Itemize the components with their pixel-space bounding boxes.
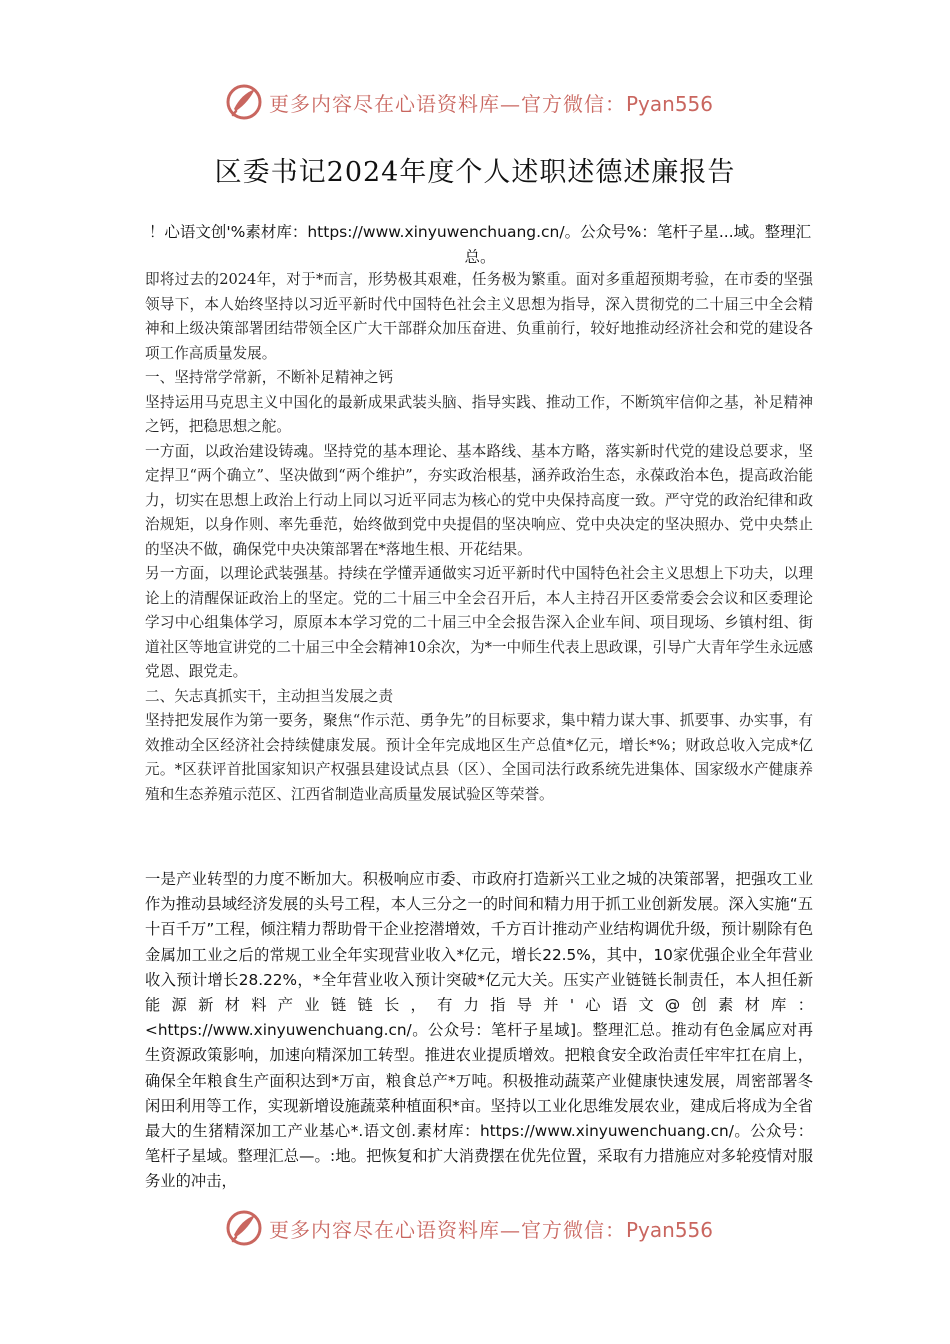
pen-logo-icon bbox=[225, 1209, 263, 1247]
bold-paragraph: 一是产业转型的力度不断加大。积极响应市委、市政府打造新兴工业之城的决策部署，把强攻工业作为推动县域经济发展的头号工程，本人三分之一的时间和精力用于抓工业创新发展。深入实施“五十百千万”工程，倾注精力帮助骨干企业挖潜增效，千方百计推动产业结构调优升级，预计剔除有色金属加工业之后的常规工业全年实现营业收入*亿元，增长22.5%，其中，10家优强企业全年营业收入预计增长28.22%，*全年营业收入预计突破*亿元大关。压实产业链链长制责任，本人担任新能源新材料产业链链长，有力指导并'心语文@创素材库：<https://www.xinyuwenchuang.cn/。公众号：笔杆子星域]。整理汇总。推动有色金属应对再生资源政策影响，加速向精深加工转型。推进农业提质增效。把粮食安全政治责任牢牢扛在肩上，确保全年粮食生产面积达到*万亩，粮食总产*万吨。积极推动蔬菜产业健康快速发展，周密部署冬闲田利用等工作，实现新增设施蔬菜种植面积*亩。坚持以工业化思维发展农业，建成后将成为全省最大的生猪精深加工产业基心*.语文创.素材库：https://www.xinyuwenchuang.cn/。公众号：笔杆子星域。整理汇总—。:地。把恢复和扩大消费摆在优先位置，采取有力措施应对多轮疫情对服务业的冲击， bbox=[145, 870, 813, 1191]
wechat-handle: Pyan556 bbox=[626, 1217, 714, 1242]
wechat-handle: Pyan556 bbox=[626, 91, 714, 116]
banner-text: 更多内容尽在心语资料库—官方微信：Pyan556 bbox=[269, 1217, 714, 1242]
pen-logo-icon bbox=[225, 83, 263, 121]
intro-paragraph: 即将过去的2024年，对于*而言，形势极其艰难，任务极为繁重。面对多重超预期考验，在市委的坚强领导下，本人始终坚持以习近平新时代中国特色社会主义思想为指导，深入贯彻党的二十届三中全会精神和上级决策部署团结带领全区广大干部群众加压奋进、负重前行，较好地推动经济社会和党的建设各项工作高质量发展。 bbox=[145, 271, 813, 362]
banner-text: 更多内容尽在心语资料库—官方微信：Pyan556 bbox=[269, 91, 714, 116]
body-paragraph: 一方面，以政治建设铸魂。坚持党的基本理论、基本路线、基本方略，落实新时代党的建设总要求，坚定捍卫“两个确立”、坚决做到“两个维护”，夯实政治根基，涵养政治生态，永葆政治本色，提高政治能力，切实在思想上政治上行动上同以习近平同志为核心的党中央保持高度一致。严守党的政治纪律和政治规矩，以身作则、率先垂范，始终做到党中央提倡的坚决响应、党中央决定的坚决照办、党中央禁止的坚决不做，确保党中央决策部署在*落地生根、开花结果。 bbox=[145, 442, 813, 558]
document-title: 区委书记2024年度个人述职述德述廉报告 bbox=[214, 157, 736, 188]
body-paragraph: 另一方面，以理论武装强基。持续在学懂弄通做实习近平新时代中国特色社会主义思想上下功夫，以理论上的清醒保证政治上的坚定。党的二十届三中全会召开后，本人主持召开区委常委会会议和区委理论学习中心组集体学习，原原本本学习党的二十届三中全会报告深入企业车间、项目现场、乡镇村组、街道社区等地宣讲党的二十届三中全会精神10余次，为*一中师生代表上思政课，引导广大青年学生永远感党恩、跟党走。 bbox=[145, 565, 813, 680]
body-paragraph: 坚持把发展作为第一要务，聚焦“作示范、勇争先”的目标要求，集中精力谋大事、抓要事、办实事，有效推动全区经济社会持续健康发展。预计全年完成地区生产总值*亿元，增长*%；财政总收入完成*亿元。*区获评首批国家知识产权强县建设试点县（区）、全国司法行政系统先进集体、国家级水产健康养殖和生态养殖示范区、江西省制造业高质量发展试验区等荣誉。 bbox=[145, 712, 813, 803]
body-paragraph: 坚持运用马克思主义中国化的最新成果武装头脑、指导实践、推动工作，不断筑牢信仰之基，补足精神之钙，把稳思想之舵。 bbox=[145, 393, 813, 435]
footer-watermark-banner bbox=[225, 1206, 745, 1250]
document-body bbox=[145, 268, 813, 807]
source-note: ！心语文创'%素材库：https://www.xinyuwenchuang.cn/。公众号%：笔杆子星...域。整理汇总。 bbox=[148, 223, 812, 266]
bold-paragraph-block bbox=[145, 867, 813, 1195]
header-watermark-banner bbox=[225, 80, 745, 124]
section-heading-1: 一、坚持常学常新，不断补足精神之钙 bbox=[145, 369, 394, 386]
section-heading-2: 二、矢志真抓实干，主动担当发展之责 bbox=[145, 687, 394, 705]
